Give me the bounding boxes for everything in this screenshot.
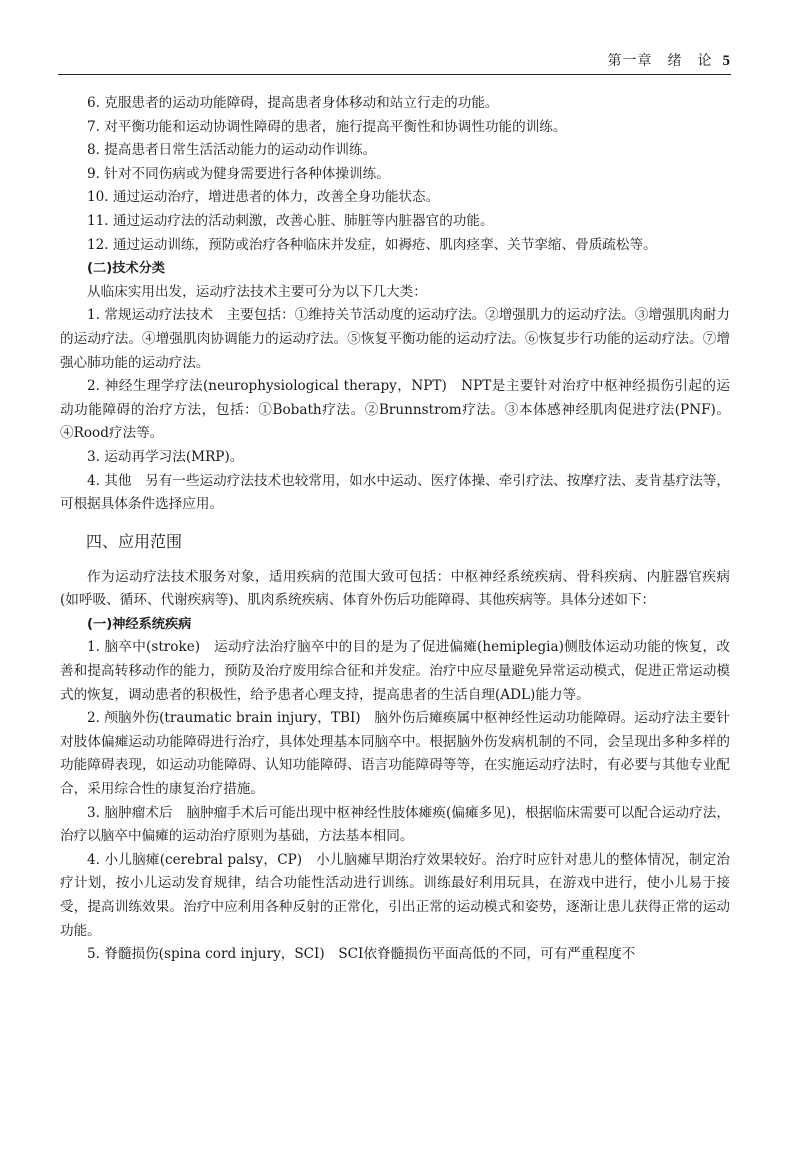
- page-header: [58, 48, 731, 75]
- chapter-title: 第一章 绪 论: [607, 53, 713, 69]
- paragraph: 2. 神经生理学疗法(neurophysiological therapy，NPT) NPT是主要针对治疗中枢神经损伤引起的运动功能障碍的治疗方法，包括：①Bobath疗法。②Brunnstrom疗法。③本体感神经肌肉促进疗法(PNF)。④Rood疗法等。: [60, 378, 730, 442]
- list-item: 6. 克服患者的运动功能障碍，提高患者身体移动和站立行走的功能。: [87, 95, 499, 111]
- paragraph: 5. 脊髓损伤(spina cord injury，SCI) SCI依脊髓损伤平面高低的不同，可有严重程度不: [87, 946, 636, 963]
- list-item: 9. 针对不同伤病或为健身需要进行各种体操训练。: [87, 165, 390, 182]
- paragraph: 1. 常规运动疗法技术 主要包括：①维持关节活动度的运动疗法。②增强肌力的运动疗法。③增强肌肉耐力的运动疗法。④增强肌肉协调能力的运动疗法。⑤恢复平衡功能的运动疗法。⑥恢复步行功能的运动疗法。⑦增强心肺功能的运动疗法。: [60, 307, 730, 371]
- paragraph: 4. 其他 另有一些运动疗法技术也较常用，如水中运动、医疗体操、牵引疗法、按摩疗法、麦肯基疗法等，可根据具体条件选择应用。: [60, 472, 730, 513]
- list-item: 10. 通过运动治疗，增进患者的体力，改善全身功能状态。: [87, 189, 440, 206]
- paragraph: 1. 脑卒中(stroke) 运动疗法治疗脑卒中的目的是为了促进偏瘫(hemiplegia)侧肢体运动功能的恢复，改善和提高转移动作的能力，预防及治疗废用综合征和并发症。治疗中应尽量避免异常运动模式，促进正常运动模式的恢复，调动患者的积极性，给予患者心理支持，提高患者的生活自理(ADL)能力等。: [60, 639, 730, 703]
- list-item: 8. 提高患者日常生活活动能力的运动动作训练。: [87, 142, 377, 159]
- paragraph: 3. 脑肿瘤术后 脑肿瘤手术后可能出现中枢神经性肢体瘫痪(偏瘫多见)，根据临床需要可以配合运动疗法，治疗以脑卒中偏瘫的运动治疗原则为基础，方法基本相同。: [60, 804, 730, 845]
- paragraph: 3. 运动再学习法(MRP)。: [87, 448, 244, 465]
- paragraph: 从临床实用出发，运动疗法技术主要可分为以下几大类：: [87, 283, 427, 300]
- subheading-tech-classification: (二)技术分类: [87, 261, 165, 277]
- section-heading: 四、应用范围: [86, 531, 183, 551]
- page-body: [60, 92, 730, 967]
- list-item: 12. 通过运动训练，预防或治疗各种临床并发症，如褥疮、肌肉痉挛、关节挛缩、骨质疏松等。: [87, 236, 657, 253]
- paragraph: 2. 颅脑外伤(traumatic brain injury，TBI) 脑外伤后瘫痪属中枢神经性运动功能障碍。运动疗法主要针对肢体偏瘫运动功能障碍进行治疗，具体处理基本同脑卒中。根据脑外伤发病机制的不同，会呈现出多种多样的功能障碍表现，如运动功能障碍、认知功能障碍、语言功能障碍等等，在实施运动疗法时，有必要与其他专业配合，采用综合性的康复治疗措施。: [60, 710, 730, 798]
- page-number: 5: [722, 53, 731, 69]
- list-item: 7. 对平衡功能和运动协调性障碍的患者，施行提高平衡性和协调性功能的训练。: [87, 118, 567, 135]
- subheading-nervous-system: (一)神经系统疾病: [87, 616, 192, 632]
- paragraph: 作为运动疗法技术服务对象，适用疾病的范围大致可包括：中枢神经系统疾病、骨科疾病、内脏器官疾病(如呼吸、循环、代谢疾病等)、肌肉系统疾病、体育外伤后功能障碍、其他疾病等。具体分述如下：: [60, 568, 730, 609]
- paragraph: 4. 小儿脑瘫(cerebral palsy，CP) 小儿脑瘫早期治疗效果较好。治疗时应针对患儿的整体情况，制定治疗计划，按小儿运动发育规律，结合功能性活动进行训练。训练最好利用玩具，在游戏中进行，使小儿易于接受，提高训练效果。治疗中应利用各种反射的正常化，引出正常的运动模式和姿势，逐渐让患儿获得正常的运动功能。: [60, 851, 730, 939]
- list-item: 11. 通过运动疗法的活动刺激，改善心脏、肺脏等内脏器官的功能。: [87, 212, 494, 229]
